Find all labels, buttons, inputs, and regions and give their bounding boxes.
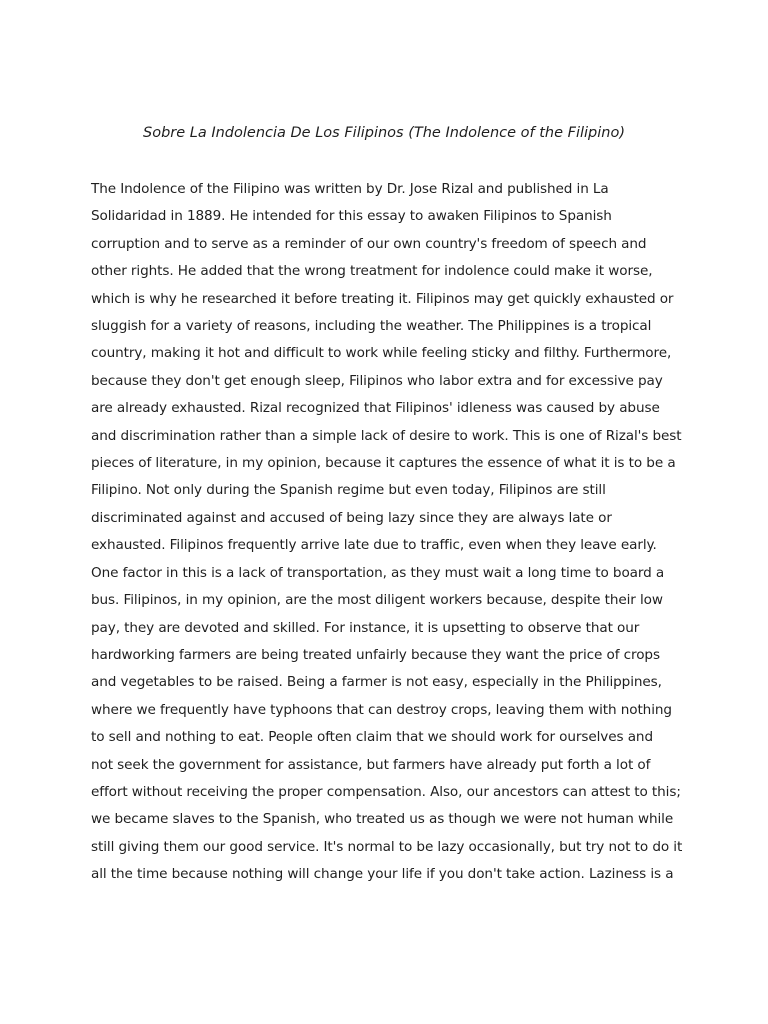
- text-line: hardworking farmers are being treated unfairly because they want the price of crops: [91, 646, 660, 663]
- text-line: Solidaridad in 1889. He intended for this essay to awaken Filipinos to Spanish: [91, 208, 612, 225]
- text-line: effort without receiving the proper compensation. Also, our ancestors can attest to this;: [91, 783, 681, 800]
- text-line: we became slaves to the Spanish, who treated us as though we were not human while: [91, 811, 674, 828]
- text-line: country, making it hot and difficult to work while feeling sticky and filthy. Furthermore,: [91, 345, 672, 362]
- text-line: and vegetables to be raised. Being a farmer is not easy, especially in the Philippines,: [91, 674, 662, 691]
- text-line: still giving them our good service. It's normal to be lazy occasionally, but try not to do it: [91, 838, 683, 855]
- text-line: One factor in this is a lack of transportation, as they must wait a long time to board a: [91, 564, 665, 581]
- text-line: pay, they are devoted and skilled. For instance, it is upsetting to observe that our: [91, 619, 640, 636]
- body-paragraph: [91, 176, 691, 889]
- text-line: where we frequently have typhoons that can destroy crops, leaving them with nothing: [91, 701, 672, 718]
- text-line: exhausted. Filipinos frequently arrive late due to traffic, even when they leave early.: [91, 537, 657, 554]
- text-line: sluggish for a variety of reasons, including the weather. The Philippines is a tropical: [91, 318, 652, 335]
- text-line: not seek the government for assistance, but farmers have already put forth a lot of: [91, 756, 651, 773]
- text-line: Filipino. Not only during the Spanish regime but even today, Filipinos are still: [91, 482, 606, 499]
- text-line: and discrimination rather than a simple lack of desire to work. This is one of Rizal's best: [91, 427, 682, 444]
- text-line: The Indolence of the Filipino was written by Dr. Jose Rizal and published in La: [91, 181, 609, 197]
- text-line: all the time because nothing will change your life if you don't take action. Laziness is a: [91, 866, 674, 883]
- text-line: which is why he researched it before treating it. Filipinos may get quickly exhausted or: [91, 290, 674, 307]
- document-title: Sobre La Indolencia De Los Filipinos (The Indolence of the Filipino): [143, 125, 625, 141]
- text-line: are already exhausted. Rizal recognized that Filipinos' idleness was caused by abuse: [91, 400, 660, 417]
- text-line: bus. Filipinos, in my opinion, are the most diligent workers because, despite their low: [91, 592, 663, 609]
- text-line: other rights. He added that the wrong treatment for indolence could make it worse,: [91, 263, 653, 280]
- text-line: corruption and to serve as a reminder of our own country's freedom of speech and: [91, 235, 647, 252]
- text-line: to sell and nothing to eat. People often claim that we should work for ourselves and: [91, 729, 653, 746]
- text-line: pieces of literature, in my opinion, because it captures the essence of what it is to be a: [91, 455, 676, 472]
- text-line: because they don't get enough sleep, Filipinos who labor extra and for excessive pay: [91, 372, 663, 389]
- text-line: discriminated against and accused of being lazy since they are always late or: [91, 509, 612, 526]
